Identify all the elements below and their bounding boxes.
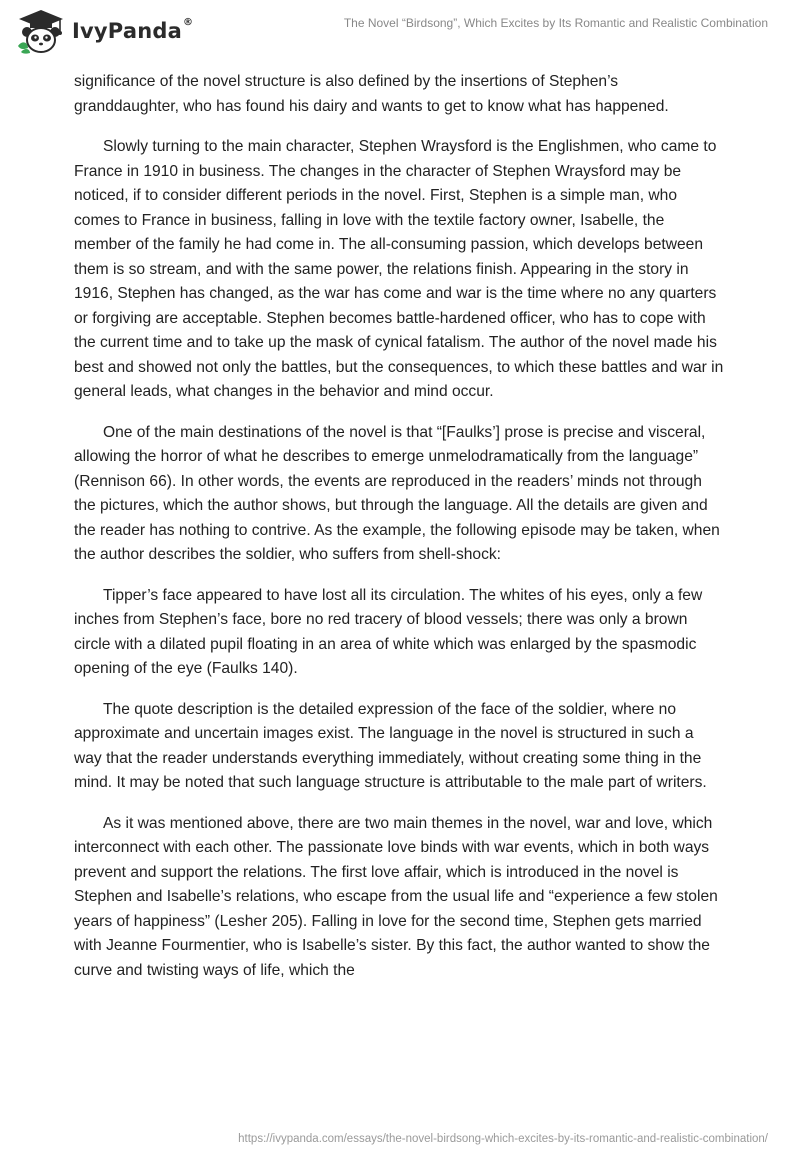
paragraph-6: As it was mentioned above, there are two main themes in the novel, war and love, which interconnect with each other. The passionate love binds with war events, which in both ways prevent and support the relations. The first love affair, which is introduced in the novel is Stephen and Isabelle’s relations, who escape from the usual life and “experience a few stolen years of happiness” (Lesher 205). Falling in love for the second time, Stephen gets married with Jeanne Fourmentier, who is Isabelle’s sister. By this fact, the author wanted to show the curve and twisting ways of life, which the xyxy=(74,814,718,979)
source-url[interactable]: https://ivypanda.com/essays/the-novel-birdsong-which-excites-by-its-romantic-and-realistic-combination/ xyxy=(238,1133,768,1145)
paragraph-3: One of the main destinations of the novel is that “[Faulks’] prose is precise and visceral, allowing the horror of what he describes to emerge unmelodramatically from the language” (Rennison 66). In other words, the events are reproduced in the readers’ minds not through the pictures, which the author shows, but through the language. All the details are given and the reader has nothing to contrive. As the example, the following episode may be taken, when the author describes the soldier, who suffers from shell-shock: xyxy=(74,423,720,563)
logo-wordmark xyxy=(72,19,193,43)
page-header xyxy=(0,0,800,60)
logo-text: IvyPanda xyxy=(72,19,182,43)
paragraph-5: The quote description is the detailed expression of the face of the soldier, where no approximate and uncertain images exist. The language in the novel is structured in such a way that the reader understands everything immediately, without creating some thing in the mind. It may be noted that such language structure is attributable to the male part of writers. xyxy=(74,700,707,791)
block-quote: Tipper’s face appeared to have lost all its circulation. The whites of his eyes, only a few inches from Stephen’s face, bore no red tracery of blood vessels; there was only a brown circle with a dilated pupil floating in an area of white which was enlarged by the spasmodic opening of the eye (Faulks 140). xyxy=(74,586,703,677)
registered-mark: ® xyxy=(182,17,194,28)
paragraph-1: significance of the novel structure is also defined by the insertions of Stephen’s granddaughter, who has found his dairy and wants to get to know what has happened. xyxy=(74,73,669,115)
document-title: The Novel “Birdsong”, Which Excites by Its Romantic and Realistic Combination xyxy=(343,16,768,30)
essay-body xyxy=(74,70,724,999)
ivypanda-logo[interactable] xyxy=(16,8,193,54)
panda-graduate-icon xyxy=(16,8,66,54)
paragraph-2: Slowly turning to the main character, Stephen Wraysford is the Englishmen, who came to France in 1910 in business. The changes in the character of Stephen Wraysford may be noticed, if to consider different periods in the novel. First, Stephen is a simple man, who comes to France in business, falling in love with the textile factory owner, Isabelle, the member of the family he had come in. The all-consuming passion, which develops between them is so stream, and with the same power, the relations finish. Appearing in the story in 1916, Stephen has changed, as the war has come and war is the time where no any quarters or forgiving are acceptable. Stephen becomes battle-hardened officer, who has to cope with the current time and to take up the mask of cynical fatalism. The author of the novel made his best and showed not only the battles, but the consequences, to which these battles and war in general leads, what changes in the behavior and mind occur. xyxy=(74,138,724,400)
